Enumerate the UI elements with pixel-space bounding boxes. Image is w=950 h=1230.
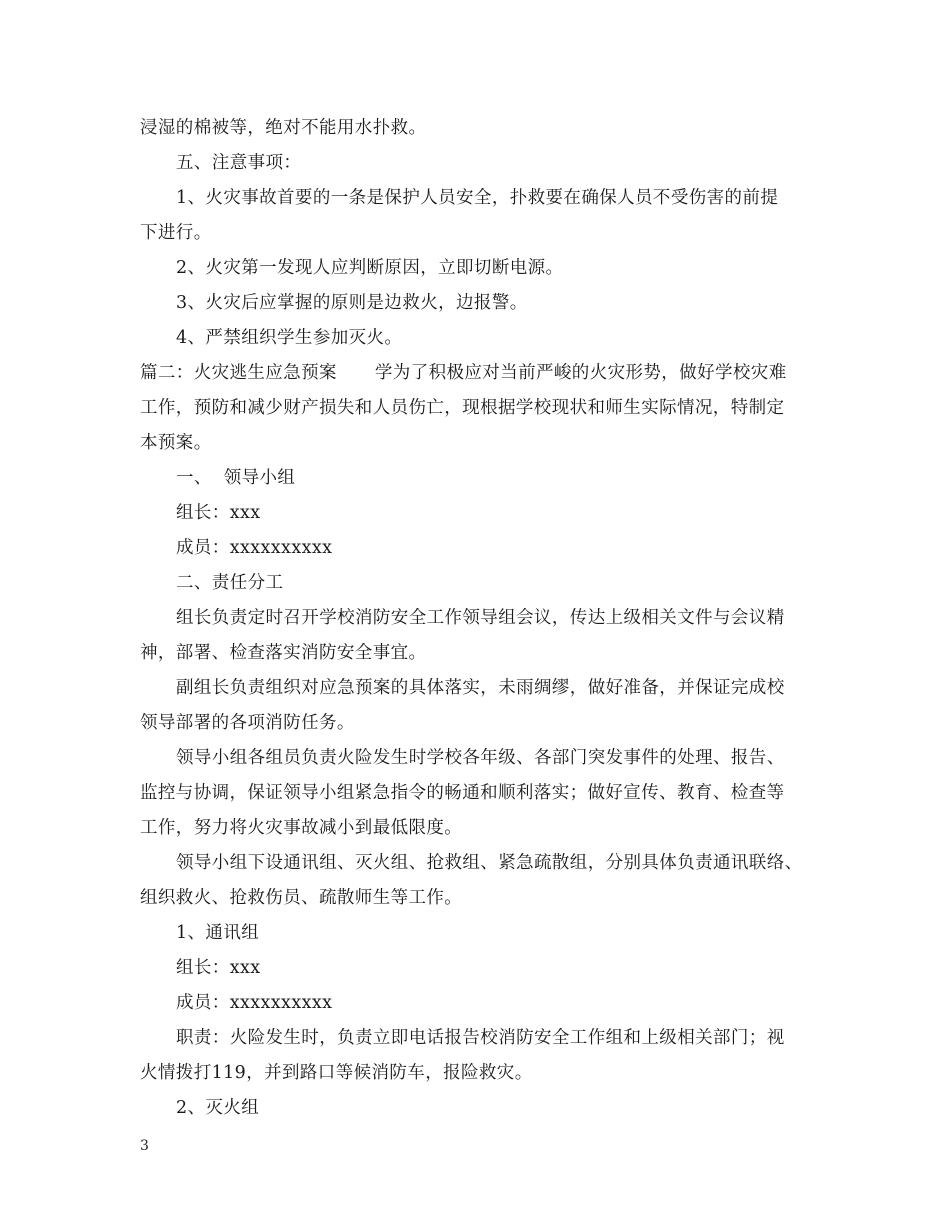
paragraph-line: 火情拨打119，并到路口等候消防车，报险救灾。 xyxy=(140,1063,533,1083)
paragraph-line: 本预案。 xyxy=(140,433,212,453)
list-item: 4、严禁组织学生参加灭火。 xyxy=(176,328,403,348)
paragraph-line: 工作，努力将火灾事故减小到最低限度。 xyxy=(140,818,463,838)
paragraph-line: 工作，预防和减少财产损失和人员伤亡，现根据学校现状和师生实际情况，特制定 xyxy=(140,398,785,418)
section-heading: 1、通讯组 xyxy=(176,923,260,943)
list-item: 3、火灾后应掌握的原则是边救火，边报警。 xyxy=(176,293,528,313)
list-item: 1、火灾事故首要的一条是保护人员安全，扑救要在确保人员不受伤害的前提 xyxy=(176,188,779,208)
section-heading: 五、注意事项： xyxy=(176,153,302,173)
paragraph-line: 副组长负责组织对应急预案的具体落实，未雨绸缪，做好准备，并保证完成校 xyxy=(176,678,785,698)
paragraph-line: 下进行。 xyxy=(140,223,212,243)
paragraph-line: 职责：火险发生时，负责立即电话报告校消防安全工作组和上级相关部门；视 xyxy=(176,1028,785,1048)
paragraph-line: 成员：xxxxxxxxxx xyxy=(176,993,333,1013)
chapter-heading-line xyxy=(140,361,810,385)
paragraph-line: 组长：xxx xyxy=(176,958,261,978)
paragraph-line: 领导部署的各项消防任务。 xyxy=(140,713,355,733)
section-heading: 二、责任分工 xyxy=(176,573,284,593)
paragraph-line: 组织救火、抢救伤员、疏散师生等工作。 xyxy=(140,888,463,908)
section-heading: 2、灭火组 xyxy=(176,1098,260,1118)
paragraph-line: 神，部署、检查落实消防安全事宜。 xyxy=(140,643,427,663)
paragraph-line: 领导小组下设通讯组、灭火组、抢救组、紧急疏散组，分别具体负责通讯联络、 xyxy=(176,853,803,873)
paragraph-line: 浸湿的棉被等，绝对不能用水扑救。 xyxy=(140,118,427,138)
page-number: 3 xyxy=(140,1138,149,1154)
chapter-intro: 学为了积极应对当前严峻的火灾形势，做好学校灾难 xyxy=(374,363,787,383)
paragraph-line: 成员：xxxxxxxxxx xyxy=(176,538,333,558)
section-heading: 一、 领导小组 xyxy=(176,468,296,488)
chapter-title: 篇二：火灾逃生应急预案 xyxy=(140,363,337,383)
paragraph-line: 监控与协调，保证领导小组紧急指令的畅通和顺利落实；做好宣传、教育、检查等 xyxy=(140,783,785,803)
paragraph-line: 领导小组各组员负责火险发生时学校各年级、各部门突发事件的处理、报告、 xyxy=(176,748,785,768)
list-item: 2、火灾第一发现人应判断原因，立即切断电源。 xyxy=(176,258,564,278)
paragraph-line: 组长负责定时召开学校消防安全工作领导组会议，传达上级相关文件与会议精 xyxy=(176,608,785,628)
paragraph-line: 组长：xxx xyxy=(176,503,261,523)
